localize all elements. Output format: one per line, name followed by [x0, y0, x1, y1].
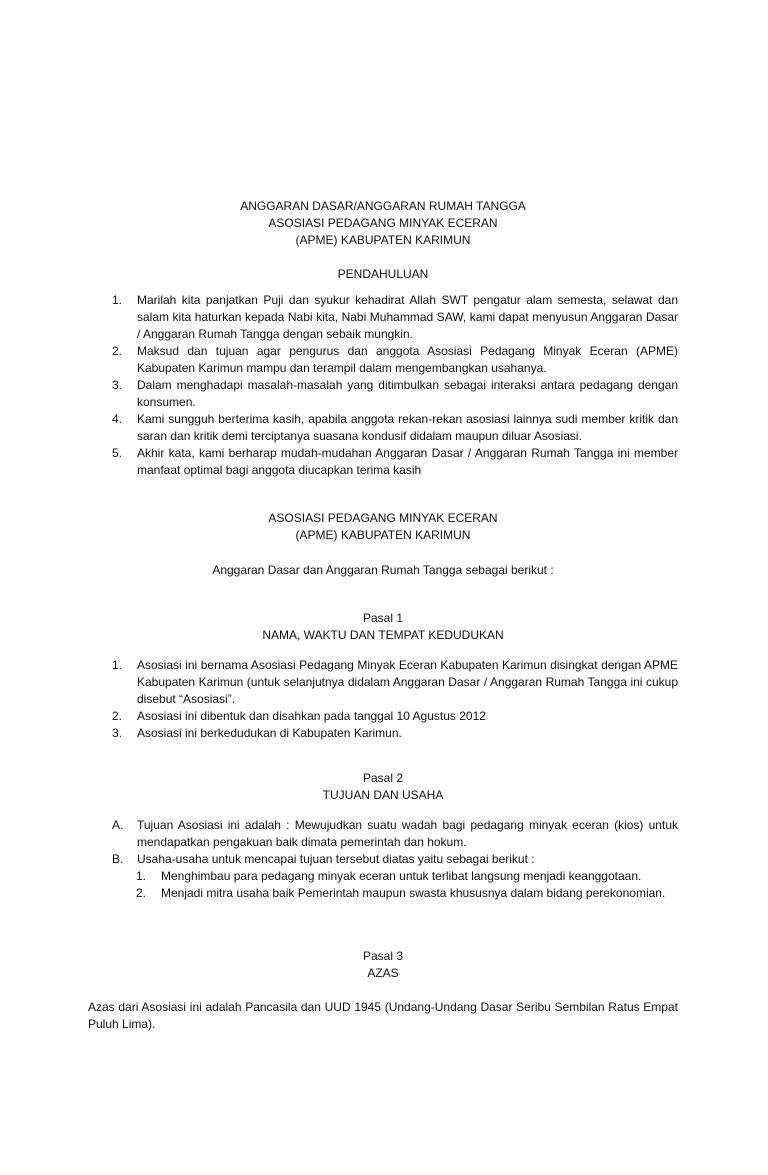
title-line-1: ANGGARAN DASAR/ANGGARAN RUMAH TANGGA: [240, 199, 526, 213]
list-item-text: Usaha-usaha untuk mencapai tujuan tersebut diatas yaitu sebagai berikut :: [137, 852, 535, 866]
list-marker: 2.: [112, 709, 123, 723]
title-line-2: ASOSIASI PEDAGANG MINYAK ECERAN: [268, 216, 498, 230]
pasal-3-number: Pasal 3: [362, 949, 404, 963]
pasal-1-heading: [88, 610, 678, 644]
pasal-2-sub-list: [136, 868, 678, 902]
list-item-text: Asosiasi ini bernama Asosiasi Pedagang Minyak Eceran Kabupaten Karimun disingkat dengan APME Kabupaten Karimun (untuk selanjutnya didalam Anggaran Dasar / Anggaran Rumah Tangga ini cukup disebut “Asosiasi”.: [137, 658, 678, 706]
list-item: [112, 411, 678, 445]
list-marker: B.: [112, 852, 124, 866]
list-item-text: Menjadi mitra usaha baik Pemerintah maupun swasta khususnya dalam bidang perekonomian.: [161, 886, 666, 900]
list-item: [112, 708, 678, 725]
pasal-1-number: Pasal 1: [362, 611, 404, 625]
org-line-2: (APME) KABUPATEN KARIMUN: [295, 528, 471, 542]
list-item-text: Marilah kita panjatkan Puji dan syukur kehadirat Allah SWT pengatur alam semesta, selawat dan salam kita haturkan kepada Nabi kita, Nabi Muhammad SAW, kami dapat menyusun Anggaran Dasar / Anggaran Rumah Tangga dengan sebaik mungkin.: [137, 293, 678, 341]
pasal-3-text: Azas dari Asosiasi ini adalah Pancasila dan UUD 1945 (Undang-Undang Dasar Seribu Sembilan Ratus Empat Puluh Lima).: [88, 1000, 678, 1031]
list-item-text: Dalam menghadapi masalah-masalah yang ditimbulkan sebagai interaksi antara pedagang dengan konsumen.: [137, 378, 678, 409]
list-marker: 5.: [112, 446, 123, 460]
list-marker: 1.: [136, 869, 147, 883]
title-line-3: (APME) KABUPATEN KARIMUN: [295, 233, 471, 247]
list-item-text: Kami sungguh berterima kasih, apabila anggota rekan-rekan asosiasi lainnya sudi member kritik dan saran dan kritik demi terciptanya suasana kondusif didalam maupun diluar Asosiasi.: [137, 412, 678, 443]
pasal-1-title: NAMA, WAKTU DAN TEMPAT KEDUDUKAN: [262, 628, 504, 642]
pasal-3-heading: [88, 948, 678, 982]
list-item-text: Akhir kata, kami berharap mudah-mudahan Anggaran Dasar / Anggaran Rumah Tangga ini member manfaat optimal bagi anggota diucapkan terima kasih: [137, 446, 678, 477]
list-item: [112, 343, 678, 377]
intro-text: Anggaran Dasar dan Anggaran Rumah Tangga sebagai berikut :: [212, 563, 554, 577]
list-marker: 3.: [112, 726, 123, 740]
list-item-text: Asosiasi ini berkedudukan di Kabupaten Karimun.: [137, 726, 402, 740]
list-marker: A.: [112, 818, 124, 832]
list-marker: 2.: [112, 344, 123, 358]
list-marker: 3.: [112, 378, 123, 392]
list-marker: 1.: [112, 293, 123, 307]
list-item: [112, 725, 678, 742]
list-item: [112, 445, 678, 479]
list-marker: 2.: [136, 886, 147, 900]
list-item: [112, 377, 678, 411]
list-item: [112, 292, 678, 343]
list-item: [112, 817, 678, 851]
pasal-2-list: [112, 817, 678, 868]
list-item: [136, 868, 678, 885]
list-item: [112, 657, 678, 708]
pendahuluan-heading: PENDAHULUAN: [337, 267, 429, 281]
pasal-2-heading: [88, 770, 678, 804]
list-item-text: Asosiasi ini dibentuk dan disahkan pada tanggal 10 Agustus 2012: [137, 709, 486, 723]
list-marker: 4.: [112, 412, 123, 426]
pendahuluan-list: [112, 292, 678, 479]
list-item-text: Tujuan Asosiasi ini adalah : Mewujudkan suatu wadah bagi pedagang minyak eceran (kios) untuk mendapatkan pengakuan baik dimata pemerintah dan hokum.: [137, 818, 678, 849]
organization-name: [88, 510, 678, 544]
pasal-3-title: AZAS: [367, 966, 399, 980]
list-item-text: Maksud dan tujuan agar pengurus dan anggota Asosiasi Pedagang Minyak Eceran (APME) Kabupaten Karimun mampu dan terampil dalam mengembangkan usahanya.: [137, 344, 678, 375]
list-item: [112, 851, 678, 868]
list-item-text: Menghimbau para pedagang minyak eceran untuk terlibat langsung menjadi keanggotaan.: [161, 869, 642, 883]
pasal-1-list: [112, 657, 678, 742]
document-title: [88, 198, 678, 249]
list-marker: 1.: [112, 658, 123, 672]
org-line-1: ASOSIASI PEDAGANG MINYAK ECERAN: [268, 511, 498, 525]
pasal-2-number: Pasal 2: [362, 771, 404, 785]
pasal-2-title: TUJUAN DAN USAHA: [322, 788, 444, 802]
list-item: [136, 885, 678, 902]
